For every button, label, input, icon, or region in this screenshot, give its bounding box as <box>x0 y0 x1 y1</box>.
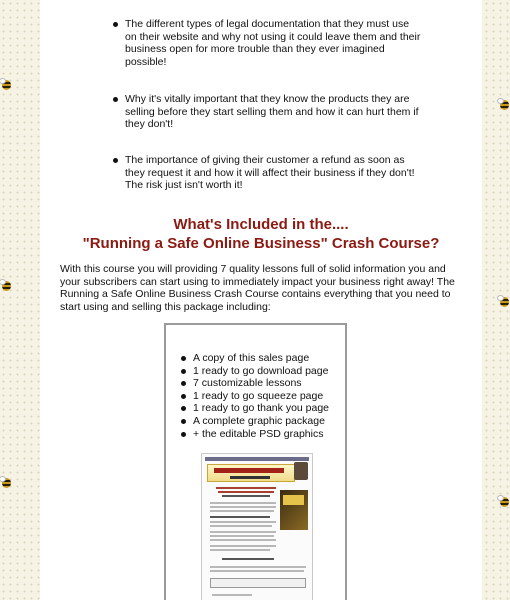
package-box <box>164 323 347 600</box>
section-heading-line: What's Included in the.... <box>173 216 349 233</box>
benefit-list <box>112 154 462 192</box>
bullet-dot-icon <box>113 158 118 163</box>
bee-icon <box>500 297 509 307</box>
benefit-item <box>112 18 462 68</box>
package-item <box>180 377 329 390</box>
package-item-label: 1 ready to go thank you page <box>193 402 330 415</box>
benefit-line: selling before they start selling them and how it can hurt them if <box>125 105 419 118</box>
intro-line: your subscribers can start using to immediately impact your business right away! The <box>60 275 455 288</box>
bullet-dot-icon <box>181 419 186 424</box>
bee-icon <box>500 497 509 507</box>
benefit-line: The risk just isn't worth it! <box>125 179 243 192</box>
bee-icon <box>2 80 11 90</box>
bullet-dot-icon <box>181 432 186 437</box>
section-heading <box>40 215 482 234</box>
benefit-line: The importance of giving their customer a refund as soon as <box>125 154 405 166</box>
package-item <box>180 390 329 403</box>
package-item <box>180 352 329 365</box>
benefit-list <box>112 18 462 68</box>
package-item-label: + the editable PSD graphics <box>193 427 324 440</box>
benefit-line: The different types of legal documentation that they must use <box>125 18 410 30</box>
bee-icon <box>500 100 509 110</box>
benefit-line: they don't! <box>125 118 174 131</box>
bullet-dot-icon <box>181 369 186 374</box>
benefit-item <box>112 154 462 192</box>
intro-line: start using and selling this package including: <box>60 300 271 313</box>
package-item-label: 1 ready to go squeeze page <box>193 389 324 402</box>
benefit-line: they request it and how it will affect their business if they don't! <box>125 166 415 179</box>
benefit-line: on their website and why not using it could leave them and their <box>125 30 421 43</box>
package-item-label: 7 customizable lessons <box>193 377 302 390</box>
bullet-dot-icon <box>181 381 186 386</box>
package-item <box>180 415 329 428</box>
package-item <box>180 428 329 441</box>
benefit-line: business open for more trouble than they ever imagined <box>125 43 385 56</box>
thumbnail-callout <box>210 578 306 588</box>
package-list <box>180 352 329 440</box>
intro-line: Running a Safe Online Business Crash Course contains everything that you need to <box>60 288 451 300</box>
package-item <box>180 402 329 415</box>
package-item-label: A copy of this sales page <box>193 352 310 364</box>
bullet-dot-icon <box>181 394 186 399</box>
thumbnail-header-bar <box>205 457 309 461</box>
benefit-item <box>112 93 462 131</box>
author-photo <box>294 462 308 480</box>
package-item-label: A complete graphic package <box>193 414 325 427</box>
benefit-line: possible! <box>125 55 167 68</box>
package-item-label: 1 ready to go download page <box>193 364 329 377</box>
package-item <box>180 365 329 378</box>
bullet-dot-icon <box>113 22 118 27</box>
content-column <box>40 0 482 600</box>
thumbnail-banner <box>207 464 295 482</box>
benefit-list <box>112 93 462 131</box>
bullet-dot-icon <box>181 406 186 411</box>
section-heading <box>40 234 482 253</box>
ebook-cover <box>280 490 308 530</box>
bullet-dot-icon <box>181 356 186 361</box>
bullet-dot-icon <box>113 97 118 102</box>
section-heading-line: "Running a Safe Online Business" Crash Course? <box>82 235 440 252</box>
bee-icon <box>2 281 11 291</box>
sales-page-thumbnail <box>201 453 313 600</box>
benefit-line: Why it's vitally important that they know the products they are <box>125 93 410 105</box>
intro-paragraph <box>60 263 465 313</box>
intro-line: With this course you will providing 7 quality lessons full of solid information you and <box>60 263 446 275</box>
bee-icon <box>2 478 11 488</box>
